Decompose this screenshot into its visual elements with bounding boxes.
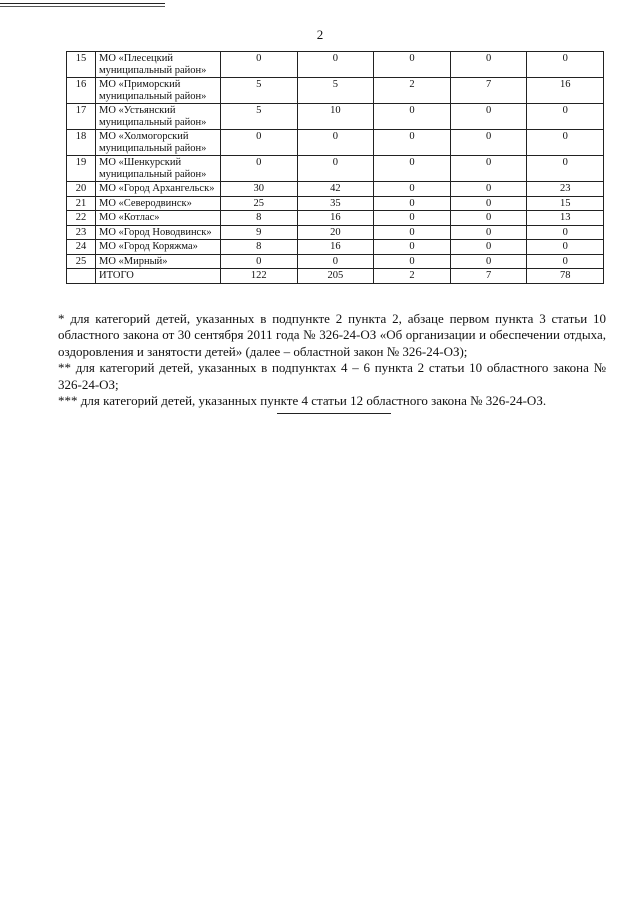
footnotes	[58, 311, 606, 409]
value-cell: 0	[527, 130, 604, 156]
value-cell: 20	[297, 225, 374, 240]
table-body	[67, 52, 604, 284]
total-row	[67, 269, 604, 284]
value-cell: 0	[374, 156, 451, 182]
row-number: 18	[67, 130, 96, 156]
value-cell: 42	[297, 182, 374, 197]
row-number: 23	[67, 225, 96, 240]
footnote-2: ** для категорий детей, указанных в подпунктах 4 – 6 пункта 2 статьи 10 областного закона № 326-24-ОЗ;	[58, 360, 606, 392]
total-value-cell: 7	[450, 269, 527, 284]
value-cell: 0	[297, 254, 374, 269]
regions-table	[66, 51, 604, 284]
value-cell: 0	[527, 104, 604, 130]
value-cell: 0	[450, 240, 527, 255]
value-cell: 0	[374, 104, 451, 130]
total-empty-cell	[67, 269, 96, 284]
table-row	[67, 182, 604, 197]
value-cell: 30	[221, 182, 298, 197]
value-cell: 7	[450, 78, 527, 104]
value-cell: 0	[527, 254, 604, 269]
value-cell: 16	[297, 211, 374, 226]
value-cell: 0	[527, 225, 604, 240]
value-cell: 9	[221, 225, 298, 240]
region-name: МО «Город Коряжма»	[96, 240, 221, 255]
value-cell: 0	[221, 130, 298, 156]
table-row	[67, 52, 604, 78]
region-name: МО «Холмогорский муниципальный район»	[96, 130, 221, 156]
value-cell: 0	[450, 254, 527, 269]
value-cell: 0	[374, 254, 451, 269]
value-cell: 0	[450, 196, 527, 211]
value-cell: 0	[374, 130, 451, 156]
value-cell: 15	[527, 196, 604, 211]
row-number: 22	[67, 211, 96, 226]
value-cell: 0	[450, 225, 527, 240]
value-cell: 0	[221, 254, 298, 269]
value-cell: 0	[374, 196, 451, 211]
table-row	[67, 240, 604, 255]
value-cell: 0	[297, 130, 374, 156]
value-cell: 0	[450, 156, 527, 182]
row-number: 19	[67, 156, 96, 182]
table-row	[67, 78, 604, 104]
row-number: 16	[67, 78, 96, 104]
value-cell: 5	[297, 78, 374, 104]
table-row	[67, 156, 604, 182]
table-row	[67, 130, 604, 156]
table-row	[67, 254, 604, 269]
region-name: МО «Мирный»	[96, 254, 221, 269]
total-value-cell: 122	[221, 269, 298, 284]
value-cell: 0	[527, 156, 604, 182]
value-cell: 8	[221, 211, 298, 226]
page-number: 2	[316, 27, 324, 42]
value-cell: 0	[297, 52, 374, 78]
row-number: 24	[67, 240, 96, 255]
value-cell: 0	[527, 240, 604, 255]
value-cell: 0	[374, 182, 451, 197]
row-number: 20	[67, 182, 96, 197]
table-row	[67, 225, 604, 240]
end-rule	[277, 413, 391, 414]
table-row	[67, 196, 604, 211]
region-name: МО «Устьянский муниципальный район»	[96, 104, 221, 130]
value-cell: 0	[297, 156, 374, 182]
value-cell: 2	[374, 78, 451, 104]
value-cell: 0	[221, 156, 298, 182]
header-rule	[0, 3, 165, 4]
value-cell: 5	[221, 78, 298, 104]
value-cell: 0	[450, 52, 527, 78]
value-cell: 0	[450, 211, 527, 226]
value-cell: 0	[450, 104, 527, 130]
footnote-3: *** для категорий детей, указанных пункте 4 статьи 12 областного закона № 326-24-ОЗ.	[58, 393, 547, 409]
header-rule-secondary	[0, 6, 165, 7]
value-cell: 8	[221, 240, 298, 255]
value-cell: 23	[527, 182, 604, 197]
region-name: МО «Приморский муниципальный район»	[96, 78, 221, 104]
region-name: МО «Город Архангельск»	[96, 182, 221, 197]
total-value-cell: 2	[374, 269, 451, 284]
total-value-cell: 78	[527, 269, 604, 284]
value-cell: 0	[374, 240, 451, 255]
row-number: 17	[67, 104, 96, 130]
region-name: МО «Шенкурский муниципальный район»	[96, 156, 221, 182]
table-row	[67, 211, 604, 226]
value-cell: 10	[297, 104, 374, 130]
region-name: МО «Плесецкий муниципальный район»	[96, 52, 221, 78]
region-name: МО «Город Новодвинск»	[96, 225, 221, 240]
value-cell: 0	[374, 211, 451, 226]
value-cell: 0	[450, 182, 527, 197]
region-name: МО «Котлас»	[96, 211, 221, 226]
table-row	[67, 104, 604, 130]
row-number: 25	[67, 254, 96, 269]
value-cell: 25	[221, 196, 298, 211]
value-cell: 0	[221, 52, 298, 78]
region-name: МО «Северодвинск»	[96, 196, 221, 211]
value-cell: 0	[450, 130, 527, 156]
row-number: 21	[67, 196, 96, 211]
row-number: 15	[67, 52, 96, 78]
value-cell: 16	[527, 78, 604, 104]
value-cell: 0	[374, 225, 451, 240]
value-cell: 16	[297, 240, 374, 255]
footnote-1: * для категорий детей, указанных в подпункте 2 пункта 2, абзаце первом пункта 3 статьи 10 областного закона от 30 сентября 2011 года № 326-24-ОЗ «Об организации и обеспечении отдыха, оздоровления и занятости детей» (далее – областной закон № 326-24-ОЗ);	[58, 311, 606, 359]
value-cell: 0	[374, 52, 451, 78]
value-cell: 13	[527, 211, 604, 226]
total-label: ИТОГО	[96, 269, 221, 284]
value-cell: 35	[297, 196, 374, 211]
total-value-cell: 205	[297, 269, 374, 284]
value-cell: 0	[527, 52, 604, 78]
value-cell: 5	[221, 104, 298, 130]
